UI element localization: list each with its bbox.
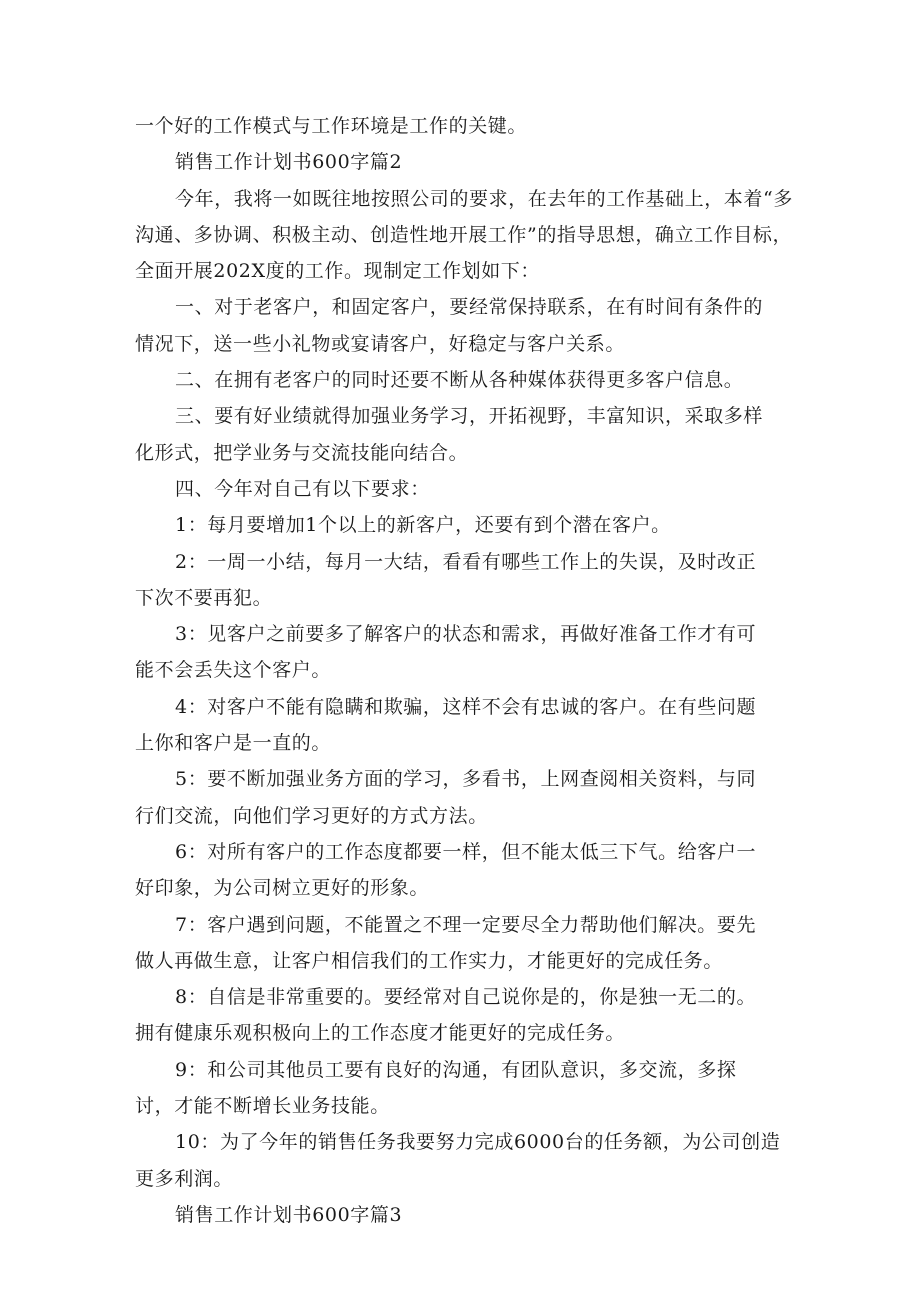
requirement-5-line: 行们交流，向他们学习更好的方式方法。	[135, 804, 488, 827]
paragraph-line: 全面开展202X度的工作。现制定工作划如下：	[135, 260, 540, 283]
list-item-2-line: 二、在拥有老客户的同时还要不断从各种媒体获得更多客户信息。	[175, 369, 744, 392]
requirement-7-line: 7：客户遇到问题，不能置之不理一定要尽全力帮助他们解决。要先	[175, 913, 757, 936]
requirement-7-line: 做人再做生意，让客户相信我们的工作实力，才能更好的完成任务。	[135, 949, 724, 972]
list-item-1-line: 一、对于老客户，和固定客户，要经常保持联系，在有时间有条件的	[175, 296, 764, 319]
requirement-6-line: 6：对所有客户的工作态度都要一样，但不能太低三下气。给客户一	[175, 840, 757, 863]
list-item-4-line: 四、今年对自己有以下要求：	[175, 477, 430, 500]
section-heading-2: 销售工作计划书600字篇2	[175, 151, 403, 174]
requirement-1-line: 1：每月要增加1个以上的新客户，还要有到个潜在客户。	[175, 514, 671, 537]
document-page	[135, 108, 793, 1233]
requirement-2-line: 下次不要再犯。	[135, 586, 273, 609]
requirement-5-line: 5：要不断加强业务方面的学习，多看书，上网查阅相关资料，与同	[175, 768, 757, 791]
requirement-4-line: 上你和客户是一直的。	[135, 732, 332, 755]
list-item-3-line: 化形式，把学业务与交流技能向结合。	[135, 441, 469, 464]
paragraph-line: 沟通、多协调、积极主动、创造性地开展工作”的指导思想，确立工作目标，	[135, 223, 793, 246]
requirement-9-line: 讨，才能不断增长业务技能。	[135, 1095, 390, 1118]
requirement-8-line: 8：自信是非常重要的。要经常对自己说你是的，你是独一无二的。	[175, 986, 757, 1009]
requirement-3-line: 3：见客户之前要多了解客户的状态和需求，再做好准备工作才有可	[175, 623, 757, 646]
requirement-9-line: 9：和公司其他员工要有良好的沟通，有团队意识，多交流，多探	[175, 1058, 737, 1081]
requirement-3-line: 能不会丢失这个客户。	[135, 659, 332, 682]
list-item-3-line: 三、要有好业绩就得加强业务学习，开拓视野，丰富知识，采取多样	[175, 405, 764, 428]
requirement-10-line: 10：为了今年的销售任务我要努力完成6000台的任务额，为公司创造	[175, 1131, 781, 1154]
requirement-6-line: 好印象，为公司树立更好的形象。	[135, 877, 430, 900]
requirement-8-line: 拥有健康乐观积极向上的工作态度才能更好的完成任务。	[135, 1022, 626, 1045]
list-item-1-line: 情况下，送一些小礼物或宴请客户，好稳定与客户关系。	[135, 332, 626, 355]
section-heading-3: 销售工作计划书600字篇3	[175, 1203, 403, 1226]
requirement-10-line: 更多利润。	[135, 1167, 234, 1190]
requirement-4-line: 4：对客户不能有隐瞒和欺骗，这样不会有忠诚的客户。在有些问题	[175, 695, 757, 718]
paragraph-line: 今年，我将一如既往地按照公司的要求，在去年的工作基础上，本着“多	[175, 187, 793, 210]
requirement-2-line: 2：一周一小结，每月一大结，看看有哪些工作上的失误，及时改正	[175, 550, 757, 573]
paragraph-line: 一个好的工作模式与工作环境是工作的关键。	[135, 115, 528, 137]
